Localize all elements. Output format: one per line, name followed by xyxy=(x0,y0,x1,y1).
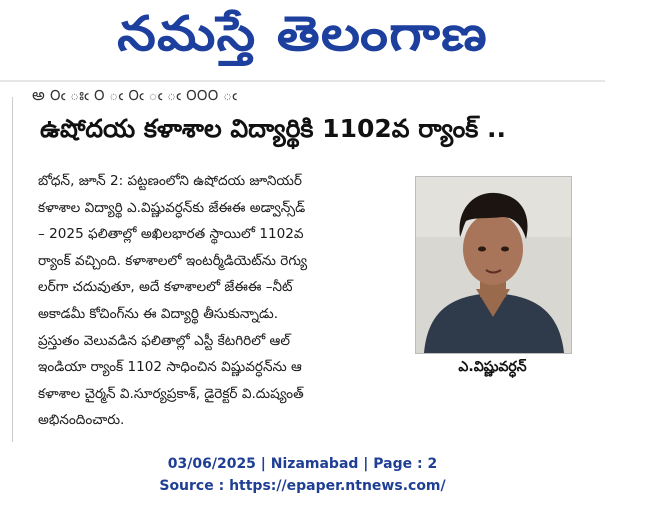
photo-caption: ఎ.విష్ణువర్ధన్ xyxy=(458,359,527,375)
body-line: బోధన్, జూన్ 2: పట్టణంలోని ఉషోదయ జూనియర్ xyxy=(38,173,302,189)
body-line: అకాడమీ కోచింగ్‌ను ఈ విద్యార్థి తీసుకున్నాడు. xyxy=(38,305,279,322)
article-headline: ఉషోదయ కళాశాల విద్యార్థికి 1102వ ర్యాంక్ .. xyxy=(40,114,506,143)
portrait-illustration xyxy=(416,177,571,353)
body-line: అభినందించారు. xyxy=(38,412,125,429)
body-line: కళాశాల విద్యార్థి ఎ.విష్ణువర్ధన్‌కు జేఈఈ అడ్వాన్స్‌డ్ xyxy=(38,199,306,216)
cut-off-text-line: అ ౦ఁ ఃఁ ౦ ఁ ౦ఁ ఁ ఁ ౦౦౦ ఁ xyxy=(32,85,237,104)
body-line: కళాశాల చైర్మన్ వి.సూర్యప్రకాశ్, డైరెక్టర్ వి.దుష్యంత్ xyxy=(38,385,304,402)
body-line: లర్‌గా చదువుతూ, అదే కళాశాలలో జేఈఈ –నీట్ xyxy=(38,279,293,296)
article-body xyxy=(38,168,410,434)
student-photo xyxy=(415,176,572,354)
masthead-divider xyxy=(0,80,605,82)
newspaper-masthead: నమస్తే తెలంగాణ xyxy=(117,6,488,62)
body-line: ఇండియా ర్యాంక్ 1102 సాధించిన విష్ణువర్ధన్‌ను ఆ xyxy=(38,359,302,376)
footer-meta: 03/06/2025 | Nizamabad | Page : 2 xyxy=(167,456,438,472)
footer-source-link[interactable]: Source : https://epaper.ntnews.com/ xyxy=(159,478,446,494)
column-rule xyxy=(12,97,13,442)
body-line: ర్యాంక్ వచ్చింది. కళాశాలలో ఇంటర్మీడియెట్‌ను రెగ్యు xyxy=(38,252,308,269)
body-line: ప్రస్తుతం వెలువడిన ఫలితాల్లో ఎస్టీ కేటగిరిలో ఆల్ xyxy=(38,332,290,349)
body-line: – 2025 ఫలితాల్లో అఖిలభారత స్థాయిలో 1102వ xyxy=(38,226,304,243)
